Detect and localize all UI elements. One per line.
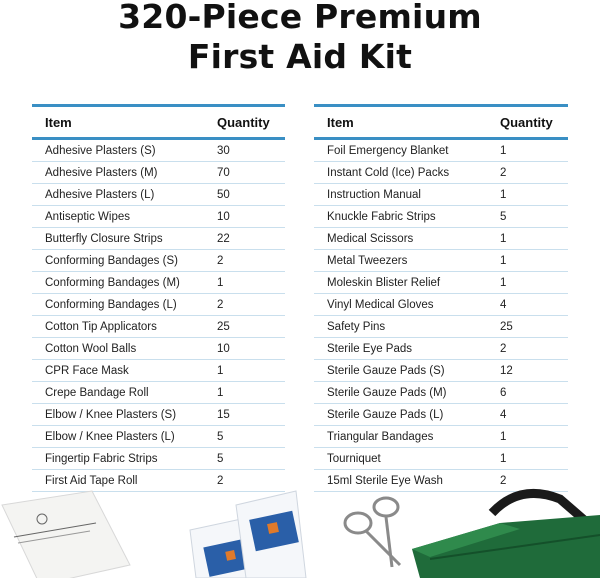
quantity-column-header: Quantity (217, 114, 270, 130)
item-name: Antiseptic Wipes (45, 210, 131, 223)
contents-table-left (32, 104, 285, 492)
item-name: Adhesive Plasters (L) (45, 188, 155, 201)
table-row (32, 162, 285, 184)
item-name: Safety Pins (327, 320, 386, 333)
item-quantity: 2 (500, 342, 507, 355)
item-quantity: 1 (500, 452, 507, 465)
table-row (32, 294, 285, 316)
item-name: Instruction Manual (327, 188, 421, 201)
table-row (314, 404, 568, 426)
item-name: Conforming Bandages (M) (45, 276, 180, 289)
item-quantity: 2 (217, 298, 224, 311)
gauze-packet-image (2, 491, 130, 578)
item-quantity: 25 (500, 320, 513, 333)
item-name: Adhesive Plasters (S) (45, 144, 156, 157)
item-name: CPR Face Mask (45, 364, 129, 377)
title-line-1: 320-Piece Premium (118, 0, 482, 36)
item-quantity: 10 (217, 342, 230, 355)
item-name: Conforming Bandages (L) (45, 298, 177, 311)
item-name: Elbow / Knee Plasters (S) (45, 408, 177, 421)
table-row (314, 250, 568, 272)
table-row (32, 316, 285, 338)
item-quantity: 4 (500, 298, 507, 311)
kit-items-illustration (0, 485, 600, 578)
title-line-2: First Aid Kit (187, 37, 413, 76)
item-name: First Aid Tape Roll (45, 474, 138, 487)
contents-table-right (314, 104, 568, 492)
table-row (32, 140, 285, 162)
table-row (32, 426, 285, 448)
item-quantity: 4 (500, 408, 507, 421)
item-quantity: 2 (217, 474, 224, 487)
item-name: Medical Scissors (327, 232, 414, 245)
item-name: Instant Cold (Ice) Packs (327, 166, 450, 179)
item-quantity: 15 (217, 408, 230, 421)
item-quantity: 30 (217, 144, 230, 157)
table-row (32, 250, 285, 272)
table-row (314, 206, 568, 228)
item-quantity: 25 (217, 320, 230, 333)
item-quantity: 1 (500, 254, 507, 267)
quantity-column-header: Quantity (500, 114, 553, 130)
item-quantity: 70 (217, 166, 230, 179)
item-column-header: Item (45, 114, 72, 130)
item-quantity: 1 (500, 430, 507, 443)
antiseptic-wipes-image (190, 491, 306, 578)
item-name: Crepe Bandage Roll (45, 386, 149, 399)
item-name: Metal Tweezers (327, 254, 408, 267)
kit-product-photos (0, 485, 600, 578)
table-body (32, 140, 285, 492)
item-quantity: 1 (500, 188, 507, 201)
item-name: Knuckle Fabric Strips (327, 210, 436, 223)
item-name: Sterile Eye Pads (327, 342, 413, 355)
item-quantity: 2 (500, 474, 507, 487)
item-name: Butterfly Closure Strips (45, 232, 163, 245)
item-name: Elbow / Knee Plasters (L) (45, 430, 175, 443)
item-name: Sterile Gauze Pads (L) (327, 408, 444, 421)
item-quantity: 1 (500, 144, 507, 157)
table-row (314, 360, 568, 382)
item-name: Cotton Tip Applicators (45, 320, 157, 333)
table-row (32, 360, 285, 382)
item-quantity: 5 (217, 452, 224, 465)
table-row (314, 316, 568, 338)
item-name: Fingertip Fabric Strips (45, 452, 158, 465)
table-row (32, 404, 285, 426)
table-row (32, 272, 285, 294)
item-name: Moleskin Blister Relief (327, 276, 441, 289)
item-column-header: Item (327, 114, 354, 130)
table-header (32, 107, 285, 140)
table-row (314, 448, 568, 470)
table-row (314, 228, 568, 250)
item-name: Foil Emergency Blanket (327, 144, 449, 157)
table-row (32, 206, 285, 228)
table-row (314, 382, 568, 404)
table-body (314, 140, 568, 492)
table-row (314, 426, 568, 448)
table-row (32, 382, 285, 404)
item-quantity: 2 (500, 166, 507, 179)
item-quantity: 1 (217, 276, 224, 289)
item-quantity: 5 (500, 210, 507, 223)
item-quantity: 2 (217, 254, 224, 267)
table-row (314, 184, 568, 206)
table-header (314, 107, 568, 140)
item-quantity: 1 (500, 276, 507, 289)
table-row (314, 338, 568, 360)
item-name: 15ml Sterile Eye Wash (327, 474, 443, 487)
table-row (314, 294, 568, 316)
item-name: Tourniquet (327, 452, 381, 465)
item-quantity: 1 (500, 232, 507, 245)
table-row (314, 272, 568, 294)
table-row (32, 228, 285, 250)
item-quantity: 1 (217, 364, 224, 377)
table-row (314, 162, 568, 184)
item-quantity: 22 (217, 232, 230, 245)
item-quantity: 5 (217, 430, 224, 443)
table-row (314, 140, 568, 162)
item-quantity: 50 (217, 188, 230, 201)
table-row (32, 338, 285, 360)
table-row (32, 448, 285, 470)
item-quantity: 10 (217, 210, 230, 223)
item-quantity: 1 (217, 386, 224, 399)
scissors-image (345, 498, 400, 567)
item-name: Triangular Bandages (327, 430, 434, 443)
item-name: Adhesive Plasters (M) (45, 166, 158, 179)
table-row (32, 184, 285, 206)
item-name: Sterile Gauze Pads (S) (327, 364, 445, 377)
item-quantity: 6 (500, 386, 507, 399)
item-name: Vinyl Medical Gloves (327, 298, 434, 311)
item-quantity: 12 (500, 364, 513, 377)
first-aid-bag-image (412, 493, 600, 578)
item-name: Cotton Wool Balls (45, 342, 137, 355)
item-name: Conforming Bandages (S) (45, 254, 178, 267)
item-name: Sterile Gauze Pads (M) (327, 386, 447, 399)
